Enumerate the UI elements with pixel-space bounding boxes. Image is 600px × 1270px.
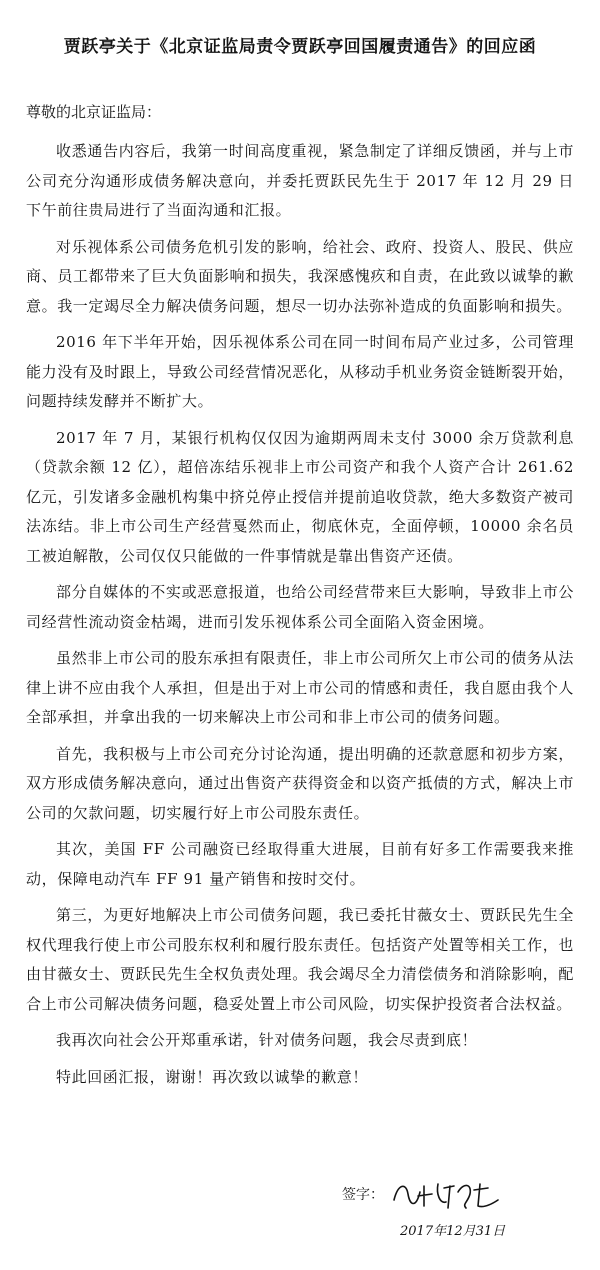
paragraph: 收悉通告内容后，我第一时间高度重视，紧急制定了详细反馈函，并与上市公司充分沟通形成债务解决意向，并委托贾跃民先生于 2017 年 12 月 29 日下午前往贵局进行了当面沟通和汇报。 <box>26 142 574 219</box>
salutation: 尊敬的北京证监局： <box>26 103 162 121</box>
paragraph: 虽然非上市公司的股东承担有限责任，非上市公司所欠上市公司的债务从法律上讲不应由我个人承担，但是出于对上市公司的情感和责任，我自愿由我个人全部承担，并拿出我的一切来解决上市公司和非上市公司的债务问题。 <box>26 649 574 726</box>
paragraph: 对乐视体系公司债务危机引发的影响，给社会、政府、投资人、股民、供应商、员工都带来了巨大负面影响和损失，我深感愧疚和自责，在此致以诚挚的歉意。我一定竭尽全力解决债务问题，想尽一切办法弥补造成的负面影响和损失。 <box>26 237 574 315</box>
signature-label: 签字： <box>342 1187 384 1203</box>
paragraph: 我再次向社会公开郑重承诺，针对债务问题，我会尽责到底！ <box>56 1031 478 1049</box>
letter-title: 贾跃亭关于《北京证监局责令贾跃亭回国履责通告》的回应函 <box>63 37 537 57</box>
paragraph: 特此回函汇报，谢谢！再次致以诚挚的歉意！ <box>56 1067 369 1086</box>
paragraph: 其次，美国 FF 公司融资已经取得重大进展，目前有好多工作需要我来推动，保障电动汽车 FF 91 量产销售和按时交付。 <box>26 840 574 888</box>
paragraph: 2017 年 7 月，某银行机构仅仅因为逾期两周未支付 3000 余万贷款利息（贷款余额 12 亿），超倍冻结乐视非上市公司资产和我个人资产合计 261.62 亿元，引发诸多金融机构集中挤兑停止授信并提前追收贷款，绝大多数资产被司法冻结。非上市公司生产经营戛然而止，彻底休克，全面停顿，10000 余名员工被迫解散，公司仅仅只能做的一件事情就是靠出售资产还债。 <box>26 428 574 565</box>
paragraph: 部分自媒体的不实或恶意报道，也给公司经营带来巨大影响，导致非上市公司经营性流动资金枯竭，进而引发乐视体系公司全面陷入资金困境。 <box>26 583 574 631</box>
signature-date: 2017年12月31日 <box>400 1224 506 1239</box>
paragraph: 第三，为更好地解决上市公司债务问题，我已委托甘薇女士、贾跃民先生全权代理我行使上市公司股东权利和履行股东责任。包括资产处置等相关工作，也由甘薇女士、贾跃民先生全权负责处理。我会竭尽全力清偿债务和消除影响，配合上市公司解决债务问题，稳妥处置上市公司风险，切实保护投资者合法权益。 <box>26 906 574 1013</box>
paragraph: 2016 年下半年开始，因乐视体系公司在同一时间布局产业过多，公司管理能力没有及时跟上，导致公司经营情况恶化，从移动手机业务资金链断裂开始，问题持续发酵并不断扩大。 <box>26 333 574 410</box>
letter-body <box>26 137 574 1092</box>
handwritten-signature <box>388 1174 508 1214</box>
signature-block <box>340 1174 580 1264</box>
paragraph: 首先，我积极与上市公司充分讨论沟通，提出明确的还款意愿和初步方案，双方形成债务解决意向，通过出售资产获得资金和以资产抵债的方式，解决上市公司的欠款问题，切实履行好上市公司股东责任。 <box>26 744 574 822</box>
